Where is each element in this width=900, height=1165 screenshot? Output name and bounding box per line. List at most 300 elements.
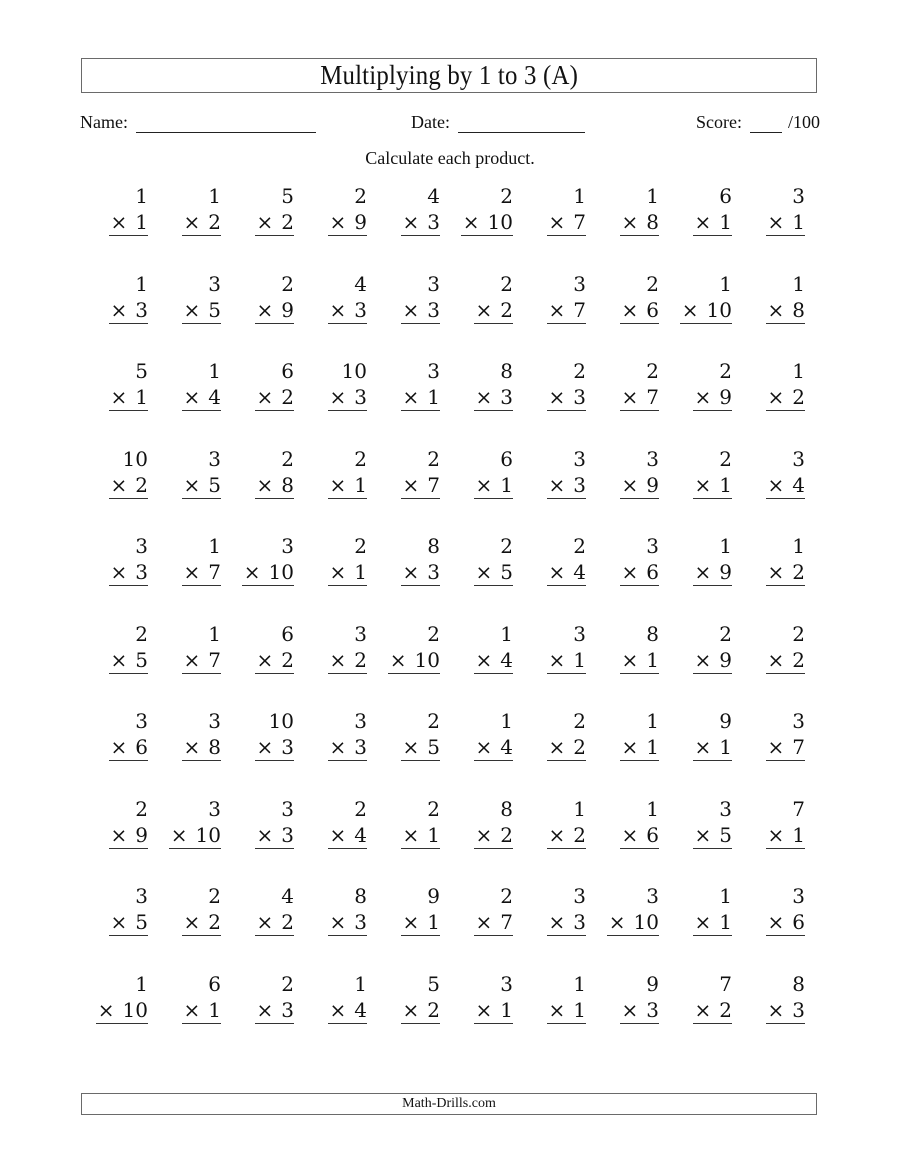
multiplicand: 1 [500, 709, 513, 733]
multiplicand: 1 [208, 184, 221, 208]
worksheet-title: Multiplying by 1 to 3 (A) [320, 60, 578, 90]
problem [443, 184, 513, 244]
multiplier: 2 [281, 210, 294, 234]
problem [370, 972, 440, 1032]
multiplier-row [109, 298, 149, 324]
problem [516, 184, 586, 244]
multiplier: 5 [135, 647, 148, 672]
times-sign-icon: × [608, 910, 626, 934]
title-box [81, 58, 817, 93]
problem [443, 447, 513, 507]
multiplier-row [328, 210, 368, 236]
multiplier: 1 [354, 472, 367, 497]
multiplicand: 3 [208, 446, 221, 471]
multiplier-row [547, 560, 587, 586]
multiplier: 2 [281, 385, 294, 409]
multiplier-row [401, 473, 441, 499]
multiplier-row [547, 735, 587, 761]
times-sign-icon: × [329, 297, 347, 322]
multiplicand: 2 [281, 971, 294, 996]
multiplicand: 1 [208, 359, 221, 383]
multiplier-row [620, 298, 660, 324]
multiplier-row [474, 735, 514, 761]
times-sign-icon: × [694, 997, 712, 1022]
multiplier: 3 [354, 297, 367, 322]
times-sign-icon: × [548, 647, 566, 672]
multiplier: 1 [719, 472, 732, 497]
multiplicand: 2 [354, 534, 367, 558]
times-sign-icon: × [621, 385, 639, 409]
problem [224, 972, 294, 1032]
multiplier-row [474, 648, 514, 674]
multiplier-row [182, 473, 222, 499]
multiplicand: 2 [354, 796, 367, 821]
times-sign-icon: × [110, 647, 128, 672]
multiplicand: 8 [792, 971, 805, 996]
problem [151, 622, 221, 682]
multiplier-row [255, 648, 295, 674]
multiplier: 3 [573, 385, 586, 409]
multiplicand: 3 [792, 446, 805, 471]
problem [589, 184, 659, 244]
problem [662, 884, 732, 944]
problem [516, 797, 586, 857]
multiplier: 3 [427, 297, 440, 322]
multiplier: 8 [646, 210, 659, 234]
multiplicand: 2 [573, 709, 586, 733]
multiplier: 3 [427, 560, 440, 584]
multiplicand: 4 [281, 884, 294, 908]
multiplicand: 3 [135, 534, 148, 558]
problem [297, 884, 367, 944]
problem [589, 797, 659, 857]
times-sign-icon: × [548, 385, 566, 409]
multiplier: 1 [427, 822, 440, 847]
multiplier: 4 [354, 822, 367, 847]
problem [589, 622, 659, 682]
multiplier: 1 [792, 822, 805, 847]
multiplier: 6 [646, 560, 659, 584]
problem [589, 359, 659, 419]
multiplier: 5 [208, 472, 221, 497]
multiplier: 1 [427, 385, 440, 409]
times-sign-icon: × [97, 997, 115, 1022]
problem [78, 447, 148, 507]
problem [735, 797, 805, 857]
times-sign-icon: × [621, 997, 639, 1022]
times-sign-icon: × [170, 822, 188, 847]
times-sign-icon: × [767, 822, 785, 847]
multiplier: 3 [354, 385, 367, 409]
multiplier-row [620, 560, 660, 586]
multiplier-row [109, 648, 149, 674]
times-sign-icon: × [767, 210, 785, 234]
problem [516, 709, 586, 769]
problem [224, 884, 294, 944]
times-sign-icon: × [694, 647, 712, 672]
multiplier-row [607, 910, 659, 936]
multiplier-row [109, 385, 149, 411]
multiplicand: 3 [281, 796, 294, 821]
multiplicand: 2 [719, 359, 732, 383]
multiplier-row [620, 998, 660, 1024]
multiplicand: 2 [646, 359, 659, 383]
problem [589, 884, 659, 944]
multiplicand: 3 [719, 796, 732, 821]
multiplicand: 2 [573, 534, 586, 558]
multiplier-row [693, 910, 733, 936]
problem [589, 972, 659, 1032]
times-sign-icon: × [475, 385, 493, 409]
score-blank-line[interactable] [750, 112, 782, 133]
multiplier-row [693, 385, 733, 411]
times-sign-icon: × [256, 997, 274, 1022]
multiplicand: 1 [208, 621, 221, 646]
problem [78, 797, 148, 857]
multiplier: 7 [208, 647, 221, 672]
multiplier: 3 [573, 472, 586, 497]
multiplicand: 1 [135, 271, 148, 296]
multiplicand: 9 [719, 709, 732, 733]
problem [516, 884, 586, 944]
multiplier-row [182, 998, 222, 1024]
problem [443, 272, 513, 332]
problem [516, 359, 586, 419]
times-sign-icon: × [767, 647, 785, 672]
multiplier: 2 [208, 910, 221, 934]
multiplier: 2 [427, 997, 440, 1022]
multiplier: 3 [281, 997, 294, 1022]
multiplier-row [474, 560, 514, 586]
problem [297, 972, 367, 1032]
multiplier-row [620, 735, 660, 761]
times-sign-icon: × [402, 210, 420, 234]
multiplier: 7 [500, 910, 513, 934]
multiplier: 2 [135, 472, 148, 497]
problem [443, 972, 513, 1032]
times-sign-icon: × [256, 822, 274, 847]
multiplicand: 2 [208, 884, 221, 908]
multiplicand: 3 [573, 884, 586, 908]
problem [662, 534, 732, 594]
problem [735, 534, 805, 594]
multiplier-row [109, 910, 149, 936]
multiplicand: 2 [719, 621, 732, 646]
multiplier: 1 [719, 910, 732, 934]
multiplier: 1 [719, 735, 732, 759]
times-sign-icon: × [767, 910, 785, 934]
times-sign-icon: × [548, 822, 566, 847]
multiplicand: 1 [354, 971, 367, 996]
multiplier: 3 [281, 735, 294, 759]
name-blank-line[interactable] [136, 112, 316, 133]
problem [443, 359, 513, 419]
times-sign-icon: × [767, 297, 785, 322]
multiplicand: 2 [500, 884, 513, 908]
times-sign-icon: × [256, 472, 274, 497]
multiplier: 2 [792, 647, 805, 672]
times-sign-icon: × [694, 472, 712, 497]
multiplier: 7 [792, 735, 805, 759]
times-sign-icon: × [694, 210, 712, 234]
multiplicand: 2 [135, 621, 148, 646]
times-sign-icon: × [621, 297, 639, 322]
problem [443, 884, 513, 944]
multiplier-row [766, 735, 806, 761]
multiplier: 4 [208, 385, 221, 409]
multiplicand: 3 [573, 271, 586, 296]
problem [735, 447, 805, 507]
problem [370, 359, 440, 419]
times-sign-icon: × [694, 385, 712, 409]
multiplier: 4 [500, 647, 513, 672]
times-sign-icon: × [183, 910, 201, 934]
problem [151, 447, 221, 507]
multiplier-row [328, 735, 368, 761]
problem [370, 884, 440, 944]
multiplier: 9 [646, 472, 659, 497]
problem [78, 184, 148, 244]
multiplier-row [328, 998, 368, 1024]
problem [589, 447, 659, 507]
times-sign-icon: × [767, 735, 785, 759]
times-sign-icon: × [475, 472, 493, 497]
multiplicand: 4 [427, 184, 440, 208]
problem [151, 184, 221, 244]
multiplier: 6 [792, 910, 805, 934]
multiplicand: 3 [792, 709, 805, 733]
problem [370, 184, 440, 244]
multiplier-row [255, 998, 295, 1024]
multiplier-row [388, 648, 440, 674]
multiplicand: 4 [354, 271, 367, 296]
multiplier-row [766, 823, 806, 849]
multiplier-row [547, 210, 587, 236]
multiplier-row [461, 210, 513, 236]
times-sign-icon: × [256, 910, 274, 934]
multiplier-row [169, 823, 221, 849]
multiplier: 2 [792, 560, 805, 584]
multiplier-row [766, 648, 806, 674]
times-sign-icon: × [389, 647, 407, 672]
multiplicand: 3 [354, 621, 367, 646]
multiplier-row [766, 210, 806, 236]
score-total: /100 [787, 112, 820, 132]
multiplicand: 3 [792, 184, 805, 208]
multiplier: 2 [500, 822, 513, 847]
problem [297, 797, 367, 857]
multiplier: 10 [414, 647, 440, 672]
multiplier-row [182, 735, 222, 761]
problem [735, 884, 805, 944]
multiplier-row [328, 473, 368, 499]
problem [735, 622, 805, 682]
multiplier-row [693, 823, 733, 849]
multiplicand: 3 [646, 446, 659, 471]
problem [78, 972, 148, 1032]
multiplier-row [620, 385, 660, 411]
problem [662, 622, 732, 682]
multiplicand: 1 [646, 796, 659, 821]
multiplicand: 2 [500, 271, 513, 296]
multiplier: 5 [500, 560, 513, 584]
times-sign-icon: × [110, 735, 128, 759]
multiplier-row [328, 560, 368, 586]
times-sign-icon: × [462, 210, 480, 234]
multiplier-row [693, 560, 733, 586]
problem [443, 622, 513, 682]
times-sign-icon: × [256, 385, 274, 409]
multiplier: 10 [487, 210, 513, 234]
multiplier: 2 [281, 647, 294, 672]
multiplier: 1 [719, 210, 732, 234]
problem [516, 972, 586, 1032]
multiplier-row [401, 560, 441, 586]
multiplier: 8 [208, 735, 221, 759]
problem [662, 184, 732, 244]
problem [370, 272, 440, 332]
multiplicand: 2 [427, 709, 440, 733]
times-sign-icon: × [621, 210, 639, 234]
multiplicand: 3 [135, 709, 148, 733]
times-sign-icon: × [329, 560, 347, 584]
multiplicand: 10 [341, 359, 367, 383]
multiplicand: 8 [354, 884, 367, 908]
problem [297, 359, 367, 419]
multiplier-row [182, 298, 222, 324]
multiplier: 4 [792, 472, 805, 497]
multiplier: 2 [573, 735, 586, 759]
multiplier-row [328, 648, 368, 674]
multiplicand: 1 [719, 884, 732, 908]
problem [297, 447, 367, 507]
multiplier-row [620, 823, 660, 849]
times-sign-icon: × [402, 472, 420, 497]
problem [297, 709, 367, 769]
multiplier: 9 [719, 647, 732, 672]
times-sign-icon: × [548, 910, 566, 934]
problem [151, 972, 221, 1032]
multiplier: 9 [135, 822, 148, 847]
multiplicand: 2 [792, 621, 805, 646]
times-sign-icon: × [183, 647, 201, 672]
multiplicand: 3 [354, 709, 367, 733]
times-sign-icon: × [694, 910, 712, 934]
times-sign-icon: × [402, 822, 420, 847]
multiplier: 1 [500, 997, 513, 1022]
multiplicand: 3 [135, 884, 148, 908]
problem [78, 534, 148, 594]
multiplier-row [547, 648, 587, 674]
multiplier-row [401, 298, 441, 324]
date-blank-line[interactable] [458, 112, 585, 133]
problem [370, 447, 440, 507]
multiplier: 2 [281, 910, 294, 934]
times-sign-icon: × [183, 735, 201, 759]
multiplier: 9 [719, 560, 732, 584]
times-sign-icon: × [110, 297, 128, 322]
times-sign-icon: × [475, 560, 493, 584]
multiplier-row [255, 910, 295, 936]
multiplier-row [766, 385, 806, 411]
multiplicand: 7 [719, 971, 732, 996]
multiplier-row [255, 823, 295, 849]
multiplier: 1 [792, 210, 805, 234]
problem [662, 447, 732, 507]
times-sign-icon: × [475, 910, 493, 934]
multiplier: 1 [500, 472, 513, 497]
multiplier: 6 [135, 735, 148, 759]
times-sign-icon: × [402, 910, 420, 934]
times-sign-icon: × [621, 822, 639, 847]
score-field [696, 112, 820, 133]
problem [151, 797, 221, 857]
times-sign-icon: × [183, 210, 201, 234]
multiplier-row [182, 385, 222, 411]
times-sign-icon: × [475, 997, 493, 1022]
multiplier: 6 [646, 822, 659, 847]
multiplicand: 1 [573, 184, 586, 208]
times-sign-icon: × [402, 735, 420, 759]
multiplier: 10 [195, 822, 221, 847]
multiplicand: 1 [646, 709, 659, 733]
multiplier: 9 [719, 385, 732, 409]
multiplier: 3 [281, 822, 294, 847]
multiplier-row [474, 298, 514, 324]
multiplier-row [401, 823, 441, 849]
problem [443, 534, 513, 594]
multiplicand: 8 [500, 796, 513, 821]
multiplier: 7 [573, 210, 586, 234]
multiplier-row [255, 473, 295, 499]
multiplicand: 10 [268, 709, 294, 733]
times-sign-icon: × [548, 735, 566, 759]
times-sign-icon: × [548, 997, 566, 1022]
multiplier-row [547, 298, 587, 324]
multiplier: 10 [633, 910, 659, 934]
problem [589, 272, 659, 332]
multiplier: 10 [268, 560, 294, 584]
multiplier: 3 [354, 735, 367, 759]
multiplicand: 8 [427, 534, 440, 558]
problem [589, 709, 659, 769]
problem [151, 884, 221, 944]
problem [224, 184, 294, 244]
problem [151, 534, 221, 594]
times-sign-icon: × [681, 297, 699, 322]
multiplicand: 2 [135, 796, 148, 821]
problem [78, 709, 148, 769]
multiplier-row [474, 385, 514, 411]
multiplier-row [693, 648, 733, 674]
header-fields [80, 112, 820, 136]
problem [297, 272, 367, 332]
multiplier-row [328, 823, 368, 849]
multiplier-row [474, 998, 514, 1024]
multiplier: 8 [792, 297, 805, 322]
multiplier: 2 [500, 297, 513, 322]
multiplicand: 7 [792, 796, 805, 821]
problem [370, 797, 440, 857]
multiplicand: 2 [646, 271, 659, 296]
multiplier: 3 [135, 297, 148, 322]
times-sign-icon: × [329, 735, 347, 759]
multiplier-row [620, 210, 660, 236]
times-sign-icon: × [110, 385, 128, 409]
times-sign-icon: × [183, 385, 201, 409]
multiplier-row [328, 298, 368, 324]
problem [370, 622, 440, 682]
